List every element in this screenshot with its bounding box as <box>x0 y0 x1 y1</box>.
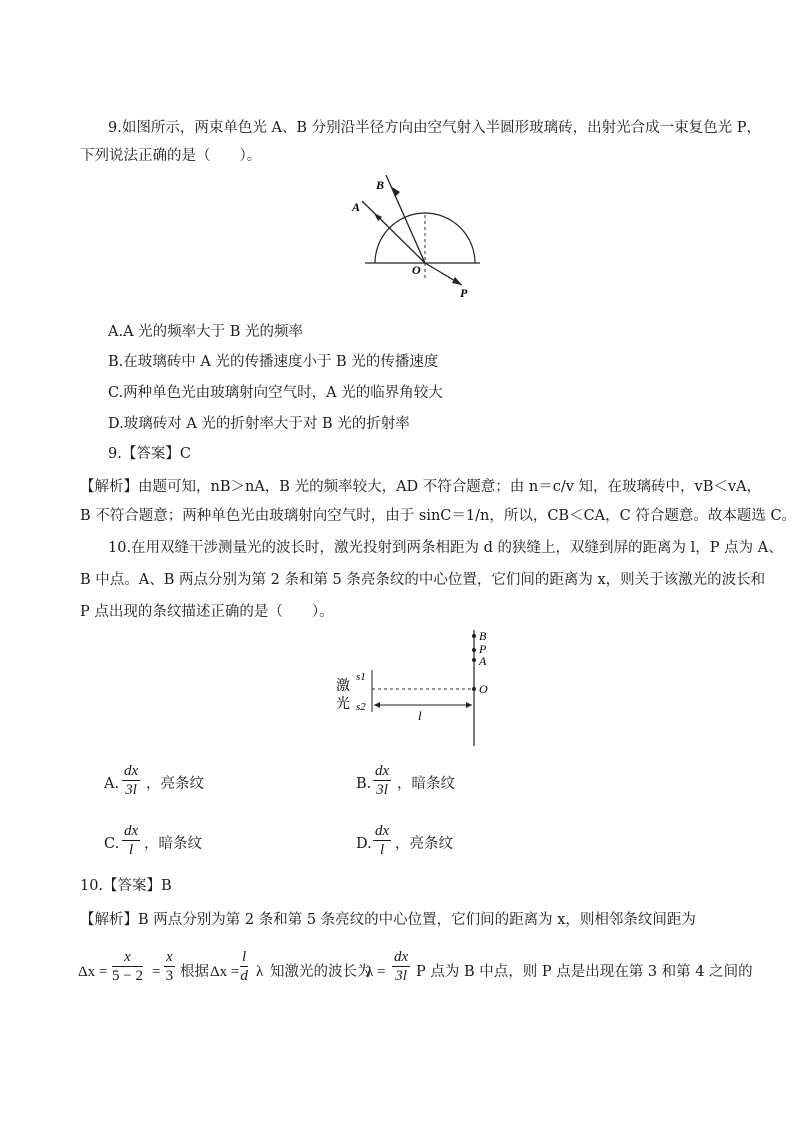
eq-text-wavelength: 知激光的波长为 <box>270 964 372 980</box>
eq-fraction-4 <box>392 948 410 985</box>
label-b: B <box>376 178 385 192</box>
q10-option-d-text: ，亮条纹 <box>395 836 453 852</box>
fraction-denominator: 3l <box>395 968 407 984</box>
semicircle-arc <box>375 213 475 263</box>
fraction-denominator: 3l <box>376 782 388 798</box>
q9-analysis-line1: 【解析】由题可知，nB＞nA，B 光的频率较大，AD 不符合题意；由 n＝c/v 知，在玻璃砖中，vB＜vA， <box>80 479 762 495</box>
label-laser-1: 激 <box>336 678 350 694</box>
eq-lambda-equals: λ = <box>366 964 386 980</box>
q10-option-c-letter: C. <box>104 836 120 852</box>
q9-option-a: A.A 光的频率大于 B 光的频率 <box>108 324 304 340</box>
q10-option-d-letter: D. <box>356 836 372 852</box>
point-b <box>472 634 476 638</box>
point-a <box>472 658 476 662</box>
fraction-denominator: 3l <box>125 782 137 798</box>
q10-option-d-fraction <box>373 822 391 859</box>
q9-stem-line1: 9.如图所示，两束单色光 A、B 分别沿半径方向由空气射入半圆形玻璃砖，出射光合成一束复色光 P， <box>108 120 762 136</box>
label-p: P <box>479 642 487 656</box>
q10-option-b-text: ，暗条纹 <box>397 776 455 792</box>
eq-delta-x: Δx = <box>78 964 108 980</box>
q9-option-b: B.在玻璃砖中 A 光的传播速度小于 B 光的传播速度 <box>108 354 439 370</box>
q9-semicircle-figure <box>340 175 500 300</box>
eq-fraction-2 <box>164 948 175 985</box>
eq-equals: = <box>152 964 161 980</box>
fraction-numerator: dx <box>394 949 409 965</box>
q10-stem-line2: B 中点。A、B 两点分别为第 2 条和第 5 条亮条纹的中心位置，它们间的距离为 x，则关于该激光的波长和 <box>80 572 766 588</box>
label-s1: s1 <box>356 671 366 683</box>
eq-lambda: λ <box>256 964 264 980</box>
eq-fraction-1 <box>112 948 143 985</box>
q9-option-c: C.两种单色光由玻璃射向空气时，A 光的临界角较大 <box>108 385 443 401</box>
q9-analysis-line2: B 不符合题意；两种单色光由玻璃射向空气时，由于 sinC＝1/n，所以，CB＜CA，C 符合题意。故本题选 C。 <box>80 508 797 524</box>
q10-option-b-letter: B. <box>356 776 372 792</box>
eq-fraction-3 <box>240 948 248 985</box>
label-a: A <box>479 654 487 668</box>
q10-option-c-fraction <box>122 822 140 859</box>
q9-answer: 9.【答案】C <box>108 446 191 462</box>
q10-option-a-letter: A. <box>104 776 120 792</box>
q10-stem-line1: 10.在用双缝干涉测量光的波长时，激光投射到两条相距为 d 的狭缝上，双缝到屏的距离为 l，P 点为 A、 <box>108 540 783 556</box>
point-p <box>472 648 476 652</box>
fraction-numerator: dx <box>124 823 139 839</box>
fraction-numerator: l <box>242 949 247 965</box>
ray-p-arrow <box>452 277 462 285</box>
fraction-numerator: dx <box>375 823 390 839</box>
q10-analysis-line1: 【解析】B 两点分别为第 2 条和第 5 条亮纹的中心位置，它们间的距离为 x，则相邻条纹间距为 <box>80 912 696 928</box>
distance-arrow-left <box>374 702 380 708</box>
q10-stem-line3: P 点出现的条纹描述正确的是（ ）。 <box>80 604 334 620</box>
ray-b <box>386 175 425 263</box>
fraction-numerator: x <box>112 948 143 967</box>
label-b: B <box>479 629 487 643</box>
eq-text-conclusion: P 点为 B 中点，则 P 点是出现在第 3 和第 4 之间的 <box>416 964 753 980</box>
label-o: O <box>479 682 488 696</box>
q9-stem-line2: 下列说法正确的是（ ）。 <box>80 148 262 164</box>
q10-answer: 10.【答案】B <box>80 878 172 894</box>
label-o: O <box>412 263 421 277</box>
label-a: A <box>352 200 361 214</box>
fraction-numerator: dx <box>375 763 390 779</box>
eq-delta-x-2: Δx = <box>210 964 240 980</box>
label-laser-2: 光 <box>336 696 350 712</box>
fraction-denominator: l <box>380 842 385 858</box>
fraction-numerator: dx <box>124 763 139 779</box>
q10-double-slit-figure <box>330 628 500 748</box>
q9-option-d: D.玻璃砖对 A 光的折射率大于对 B 光的折射率 <box>108 416 410 432</box>
distance-arrow-right <box>466 702 472 708</box>
q10-option-a-text: ，亮条纹 <box>146 776 204 792</box>
label-p: P <box>460 286 468 300</box>
ray-a <box>362 201 425 263</box>
eq-text-according: 根据 <box>180 964 209 980</box>
fraction-denominator: 3 <box>165 968 174 984</box>
q10-option-c-text: ，暗条纹 <box>144 836 202 852</box>
q10-option-a-fraction <box>122 762 140 799</box>
label-l: l <box>418 708 422 723</box>
fraction-denominator: d <box>240 968 248 984</box>
q10-option-b-fraction <box>373 762 391 799</box>
fraction-denominator: l <box>129 842 134 858</box>
fraction-numerator: x <box>166 949 173 965</box>
fraction-denominator: 5 − 2 <box>112 968 143 984</box>
label-s2: s2 <box>356 701 366 713</box>
